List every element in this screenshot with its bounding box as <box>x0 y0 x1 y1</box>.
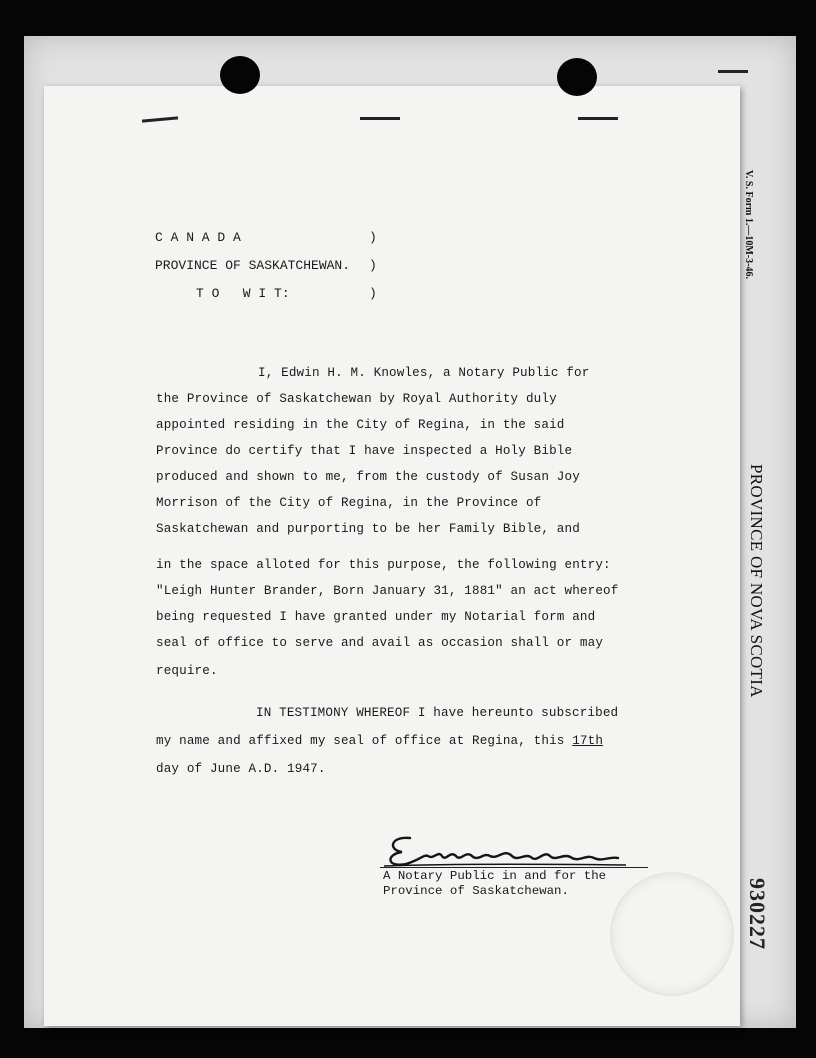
province-label: PROVINCE OF NOVA SCOTIA <box>747 464 766 698</box>
punch-hole-left <box>220 56 260 94</box>
signature-line <box>380 867 648 868</box>
testimony-day: 17th <box>572 734 604 748</box>
punch-hole-right <box>557 58 597 96</box>
body-line: require. <box>156 664 218 678</box>
embossed-seal <box>610 872 734 996</box>
staple-mark <box>718 70 748 73</box>
body-line: the Province of Saskatchewan by Royal Authority duly <box>156 392 557 406</box>
testimony-line: IN TESTIMONY WHEREOF I have hereunto subscribed <box>256 706 619 720</box>
heading-canada: C A N A D A <box>155 230 241 245</box>
heading-province: PROVINCE OF SASKATCHEWAN. <box>155 258 351 273</box>
heading-to-wit: T O W I T: <box>196 286 290 301</box>
form-code: V. S. Form 1.—10M-3-46. <box>743 170 754 279</box>
notary-title: Province of Saskatchewan. <box>383 884 569 898</box>
testimony-line <box>156 734 676 748</box>
body-line: "Leigh Hunter Brander, Born January 31, 1881" an act whereof <box>156 584 619 598</box>
body-line: in the space alloted for this purpose, the following entry: <box>156 558 611 572</box>
body-line: seal of office to serve and avail as occasion shall or may <box>156 636 604 650</box>
staple-mark <box>360 117 400 120</box>
signature-image <box>380 828 630 872</box>
heading-paren: ) <box>369 258 377 273</box>
heading-paren: ) <box>369 230 377 245</box>
body-line: Province do certify that I have inspected a Holy Bible <box>156 444 573 458</box>
notary-title: A Notary Public in and for the <box>383 869 607 883</box>
testimony-line: day of June A.D. 1947. <box>156 762 326 776</box>
body-line: appointed residing in the City of Regina, in the said <box>156 418 565 432</box>
staple-mark <box>578 117 618 120</box>
body-line: being requested I have granted under my Notarial form and <box>156 610 596 624</box>
body-line: produced and shown to me, from the custody of Susan Joy <box>156 470 580 484</box>
heading-paren: ) <box>369 286 377 301</box>
body-line: Morrison of the City of Regina, in the Province of <box>156 496 542 510</box>
registration-number: 930227 <box>745 878 770 950</box>
testimony-text: my name and affixed my seal of office at Regina, this <box>156 734 573 748</box>
body-line: I, Edwin H. M. Knowles, a Notary Public for <box>258 366 590 380</box>
body-line: Saskatchewan and purporting to be her Family Bible, and <box>156 522 580 536</box>
